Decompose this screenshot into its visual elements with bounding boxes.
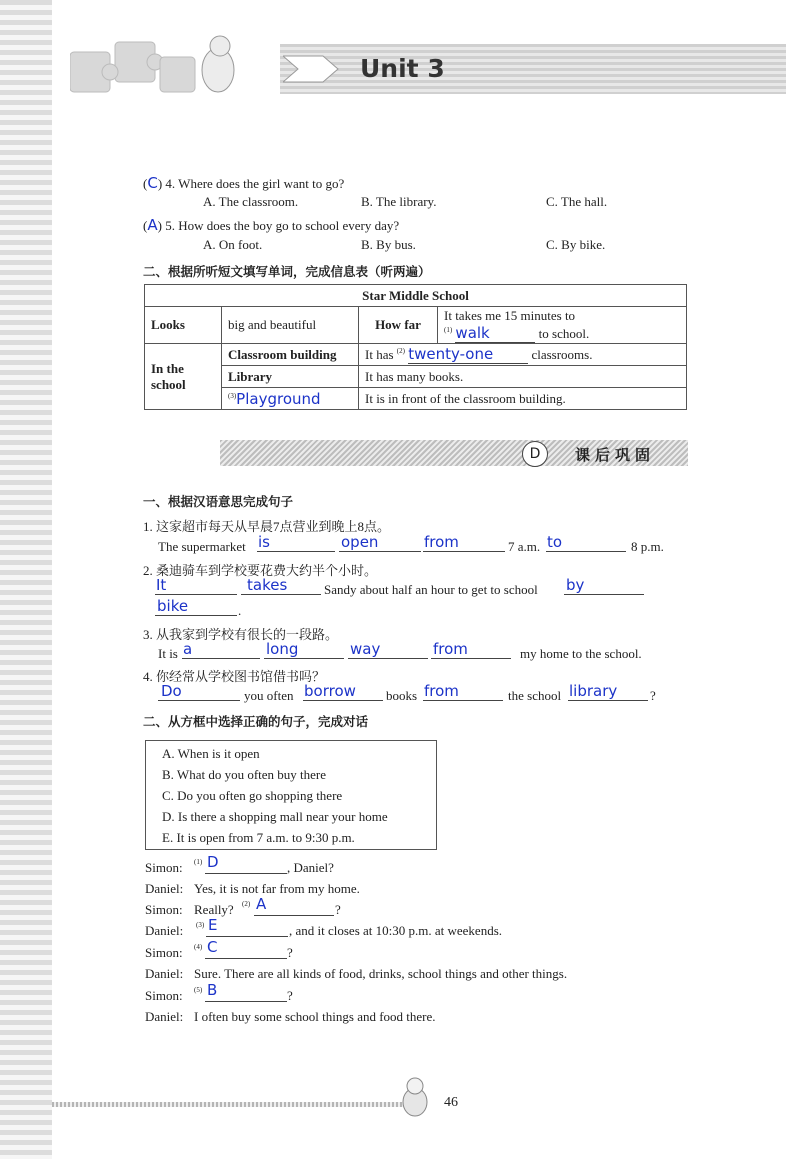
library-label: Library — [222, 366, 359, 388]
q4-answer: C — [147, 174, 158, 192]
classroom-text1: It has — [365, 347, 394, 362]
s2-blank1 — [155, 594, 237, 595]
d5-answer: C — [207, 938, 218, 956]
table-title: Star Middle School — [145, 285, 687, 307]
howfar-label: How far — [359, 307, 438, 344]
option-b: B. What do you often buy there — [162, 767, 327, 782]
s1-blank1 — [257, 551, 335, 552]
footer-line — [52, 1102, 412, 1107]
s2-answer3: by — [566, 576, 585, 594]
s3-blank3 — [348, 658, 428, 659]
s4-answer2: borrow — [304, 682, 356, 700]
s3-answer4: from — [433, 640, 468, 658]
d4-answer: E — [208, 916, 218, 934]
q4-row: (C) 4. Where does the girl want to go? — [143, 174, 345, 192]
s3-blank2 — [264, 658, 344, 659]
d7-after: ? — [287, 988, 293, 1003]
s2-text-b: Sandy about half an hour to get to school — [324, 582, 538, 597]
d2-speaker: Daniel: — [145, 881, 184, 896]
s1-answer3: from — [424, 533, 459, 551]
s4-answer1: Do — [161, 682, 182, 700]
playground-num: (3) — [228, 391, 237, 400]
s2-answer2: takes — [247, 576, 288, 594]
s2-answer1: It — [156, 576, 167, 594]
d7-speaker: Simon: — [145, 988, 183, 1003]
howfar-num: (1) — [444, 325, 453, 334]
d1-num: (1) — [194, 858, 203, 866]
info-table — [144, 284, 687, 410]
inschool-label: In the school — [145, 344, 222, 410]
classroom-cell — [359, 344, 687, 366]
s1-text-c: 8 p.m. — [631, 539, 664, 554]
s1-chinese: 1. 这家超市每天从早晨7点营业到晚上8点。 — [143, 519, 391, 534]
d1-answer: D — [207, 853, 219, 871]
s4-text-a: you often — [244, 688, 294, 703]
part1-heading: 一、根据汉语意思完成句子 — [143, 494, 294, 509]
s2-blank3 — [564, 594, 644, 595]
d6-speaker: Daniel: — [145, 966, 184, 981]
classroom-label: Classroom building — [222, 344, 359, 366]
s3-text-a: It is — [158, 646, 178, 661]
d3-after: ? — [335, 902, 341, 917]
option-c: C. Do you often go shopping there — [162, 788, 343, 803]
s3-text-b: my home to the school. — [520, 646, 642, 661]
s4-text-c: the school — [508, 688, 562, 703]
howfar-text1: It takes me 15 minutes to — [444, 307, 576, 323]
s1-blank2 — [339, 551, 421, 552]
part2-heading: 二、从方框中选择正确的句子，完成对话 — [143, 714, 369, 729]
option-e: E. It is open from 7 a.m. to 9:30 p.m. — [162, 830, 355, 845]
s4-text-b: books — [386, 688, 418, 703]
d4-speaker: Daniel: — [145, 923, 184, 938]
d7-blank — [205, 1001, 287, 1002]
s1-answer2: open — [341, 533, 379, 551]
s4-end: ? — [650, 688, 656, 703]
s1-answer1: is — [258, 533, 270, 551]
s4-blank1 — [158, 700, 240, 701]
s4-blank3 — [423, 700, 503, 701]
s1-answer4: to — [547, 533, 563, 551]
howfar-answer: walk — [455, 324, 535, 343]
q5-option-b: B. By bus. — [361, 237, 416, 252]
classroom-answer: twenty-one — [408, 345, 528, 364]
howfar-cell — [438, 307, 687, 344]
looks-label: Looks — [145, 307, 222, 344]
s2-answer4: bike — [157, 597, 189, 615]
mascot-footer-icon — [393, 1076, 437, 1120]
looks-value: big and beautiful — [222, 307, 359, 344]
d3-num: (2) — [242, 900, 251, 908]
q5-option-c: C. By bike. — [546, 237, 606, 252]
q5-answer: A — [147, 216, 158, 234]
library-value: It has many books. — [359, 366, 687, 388]
option-a: A. When is it open — [162, 746, 260, 761]
playground-cell — [222, 388, 359, 410]
s3-answer1: a — [183, 640, 193, 658]
q5-question: ) 5. How does the boy go to school every day? — [157, 218, 400, 233]
s1-blank4 — [546, 551, 626, 552]
s4-answer4: library — [569, 682, 618, 700]
s3-answer3: way — [350, 640, 381, 658]
option-d: D. Is there a shopping mall near your home — [162, 809, 388, 824]
puzzle-mascot-icon — [70, 32, 240, 102]
d2-text: Yes, it is not far from my home. — [194, 881, 360, 896]
d1-speaker: Simon: — [145, 860, 183, 875]
d8-speaker: Daniel: — [145, 1009, 184, 1024]
s3-answer2: long — [266, 640, 299, 658]
arrow-icon — [283, 52, 353, 86]
s2-chinese: 2. 桑迪骑车到学校要花费大约半个小时。 — [143, 563, 378, 578]
s2-blank2 — [241, 594, 321, 595]
d3-blank — [254, 915, 334, 916]
s4-blank4 — [568, 700, 648, 701]
section-d-letter: D — [522, 441, 548, 467]
q4-option-b: B. The library. — [361, 194, 437, 209]
q5-option-a: A. On foot. — [203, 237, 263, 252]
classroom-text2: classrooms. — [531, 347, 593, 362]
d3-answer: A — [256, 895, 267, 913]
s1-text-b: 7 a.m. — [508, 539, 541, 554]
page-number: 46 — [444, 1095, 458, 1110]
s4-answer3: from — [424, 682, 459, 700]
s4-chinese: 4. 你经常从学校图书馆借书吗？ — [143, 669, 326, 684]
d5-speaker: Simon: — [145, 945, 183, 960]
q5-row: (A) 5. How does the boy go to school every day? — [143, 216, 400, 234]
s3-chinese: 3. 从我家到学校有很长的一段路。 — [143, 627, 339, 642]
d4-num: (3) — [196, 921, 205, 929]
section2-heading: 二、根据所听短文填写单词，完成信息表（听两遍） — [143, 264, 431, 279]
d1-blank — [205, 873, 287, 874]
classroom-num: (2) — [396, 347, 405, 355]
d6-text: Sure. There are all kinds of food, drinks, school things and other things. — [194, 966, 568, 981]
d7-num: (5) — [194, 986, 203, 994]
d5-blank — [205, 958, 287, 959]
d5-num: (4) — [194, 943, 203, 951]
s1-blank3 — [423, 551, 505, 552]
q4-option-c: C. The hall. — [546, 194, 608, 209]
d8-text: I often buy some school things and food there. — [194, 1009, 436, 1024]
playground-answer: Playground — [236, 389, 321, 408]
d3-speaker: Simon: — [145, 902, 183, 917]
d3-before: Really? — [194, 902, 234, 917]
d1-after: , Daniel? — [287, 860, 334, 875]
section-d-label: 课后巩固 — [575, 446, 656, 464]
d4-blank — [206, 936, 288, 937]
s4-blank2 — [303, 700, 383, 701]
s2-end: . — [238, 603, 242, 618]
s1-text-a: The supermarket — [158, 539, 246, 554]
header-bar — [280, 44, 786, 94]
s3-blank4 — [431, 658, 511, 659]
howfar-text2: to school. — [538, 325, 590, 341]
unit-title: Unit 3 — [360, 54, 445, 83]
q4-question: ) 4. Where does the girl want to go? — [157, 176, 345, 191]
s3-blank1 — [182, 658, 260, 659]
q4-option-a: A. The classroom. — [203, 194, 299, 209]
d5-after: ? — [287, 945, 293, 960]
s2-blank4 — [155, 615, 237, 616]
d7-answer: B — [207, 981, 218, 999]
d4-after: , and it closes at 10:30 p.m. at weekends. — [289, 923, 503, 938]
playground-value: It is in front of the classroom building. — [359, 388, 687, 410]
